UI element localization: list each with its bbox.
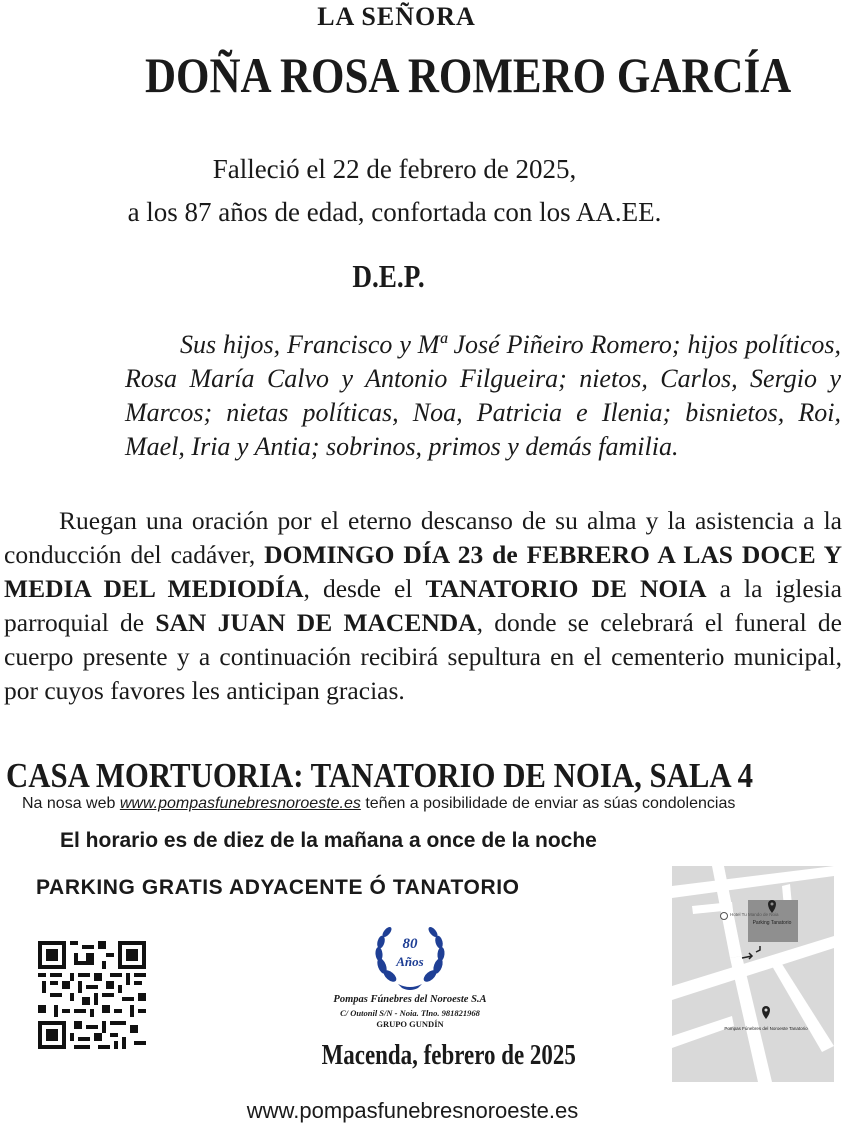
location-map[interactable] xyxy=(672,866,834,1082)
badge-number: 80 xyxy=(402,936,418,952)
web-note-link[interactable]: www.pompasfunebresnoroeste.es xyxy=(119,795,361,812)
body-part-2: , desde el xyxy=(303,574,426,603)
badge-word: Años xyxy=(396,954,424,969)
deceased-name: DOÑA ROSA ROMERO GARCÍA xyxy=(145,47,792,103)
company-name: Pompas Fúnebres del Noroeste S.A xyxy=(333,994,487,1005)
header-title: LA SEÑORA xyxy=(317,2,476,31)
body-part-4: , donde se celebrará el funeral de cuerpo presente y a continuación recibirá sepultura en el cementerio municipal, por cuyos favores les anticipan gracias. xyxy=(4,608,843,705)
ceremony-date: DOMINGO DÍA 23 de FEBRERO A LAS DOCE Y MEDIA DEL MEDIODÍA xyxy=(4,540,843,603)
hotel-marker-icon xyxy=(721,913,728,920)
death-notice xyxy=(0,148,819,234)
casa-mortuoria: CASA MORTUORIA: TANATORIO DE NOIA, SALA 4 xyxy=(6,756,754,795)
death-line-1: Falleció el 22 de febrero de 2025, xyxy=(212,154,577,184)
tanatorio-name: TANATORIO DE NOIA xyxy=(425,574,707,603)
ceremony-paragraph xyxy=(4,504,842,708)
death-line-2: a los 87 años de edad, confortada con los AA.EE. xyxy=(127,197,662,227)
body-part-1: Ruegan una oración por el eterno descanso de su alma y la asistencia a la conducción del cadáver, xyxy=(4,506,842,569)
dep-label: D.E.P. xyxy=(352,258,425,294)
map-label-hotel: Hotel Tu Mando de Noia xyxy=(730,912,779,917)
web-note-suffix: teñen a posibilidade de enviar as súas condolencias xyxy=(360,795,736,812)
qr-code[interactable] xyxy=(38,941,146,1049)
place-and-date: Macenda, febrero de 2025 xyxy=(321,1040,576,1071)
website-link[interactable]: www.pompasfunebresnoroeste.es xyxy=(246,1098,579,1123)
company-group: GRUPO GUNDÍN xyxy=(376,1019,444,1029)
parking-notice: PARKING GRATIS ADYACENTE Ó TANATORIO xyxy=(36,876,520,899)
opening-hours: El horario es de diez de la mañana a once de la noche xyxy=(60,829,597,852)
map-label-parking: Parking Tanatorio xyxy=(752,920,792,926)
web-note-prefix: Na nosa web xyxy=(22,795,120,812)
body-part-3: a la iglesia parroquial de xyxy=(4,574,842,637)
family-paragraph: Sus hijos, Francisco y Mª José Piñeiro Romero; hijos políticos, Rosa María Calvo y Antonio Filgueira; nietos, Carlos, Sergio y Marcos; nietas políticas, Noa, Patricia e Ilenia; bisnietos, Roi, Mael, Iria y Antia; sobrinos, primos y demás familia. xyxy=(125,330,841,461)
map-label-funeral: Pompas Fúnebres del Noroeste Tanatorio xyxy=(724,1026,808,1031)
church-name: SAN JUAN DE MACENDA xyxy=(155,608,477,637)
company-address: C/ Outonil S/N - Noia. Tlno. 981821968 xyxy=(340,1008,480,1018)
web-condolences-note xyxy=(22,795,822,813)
